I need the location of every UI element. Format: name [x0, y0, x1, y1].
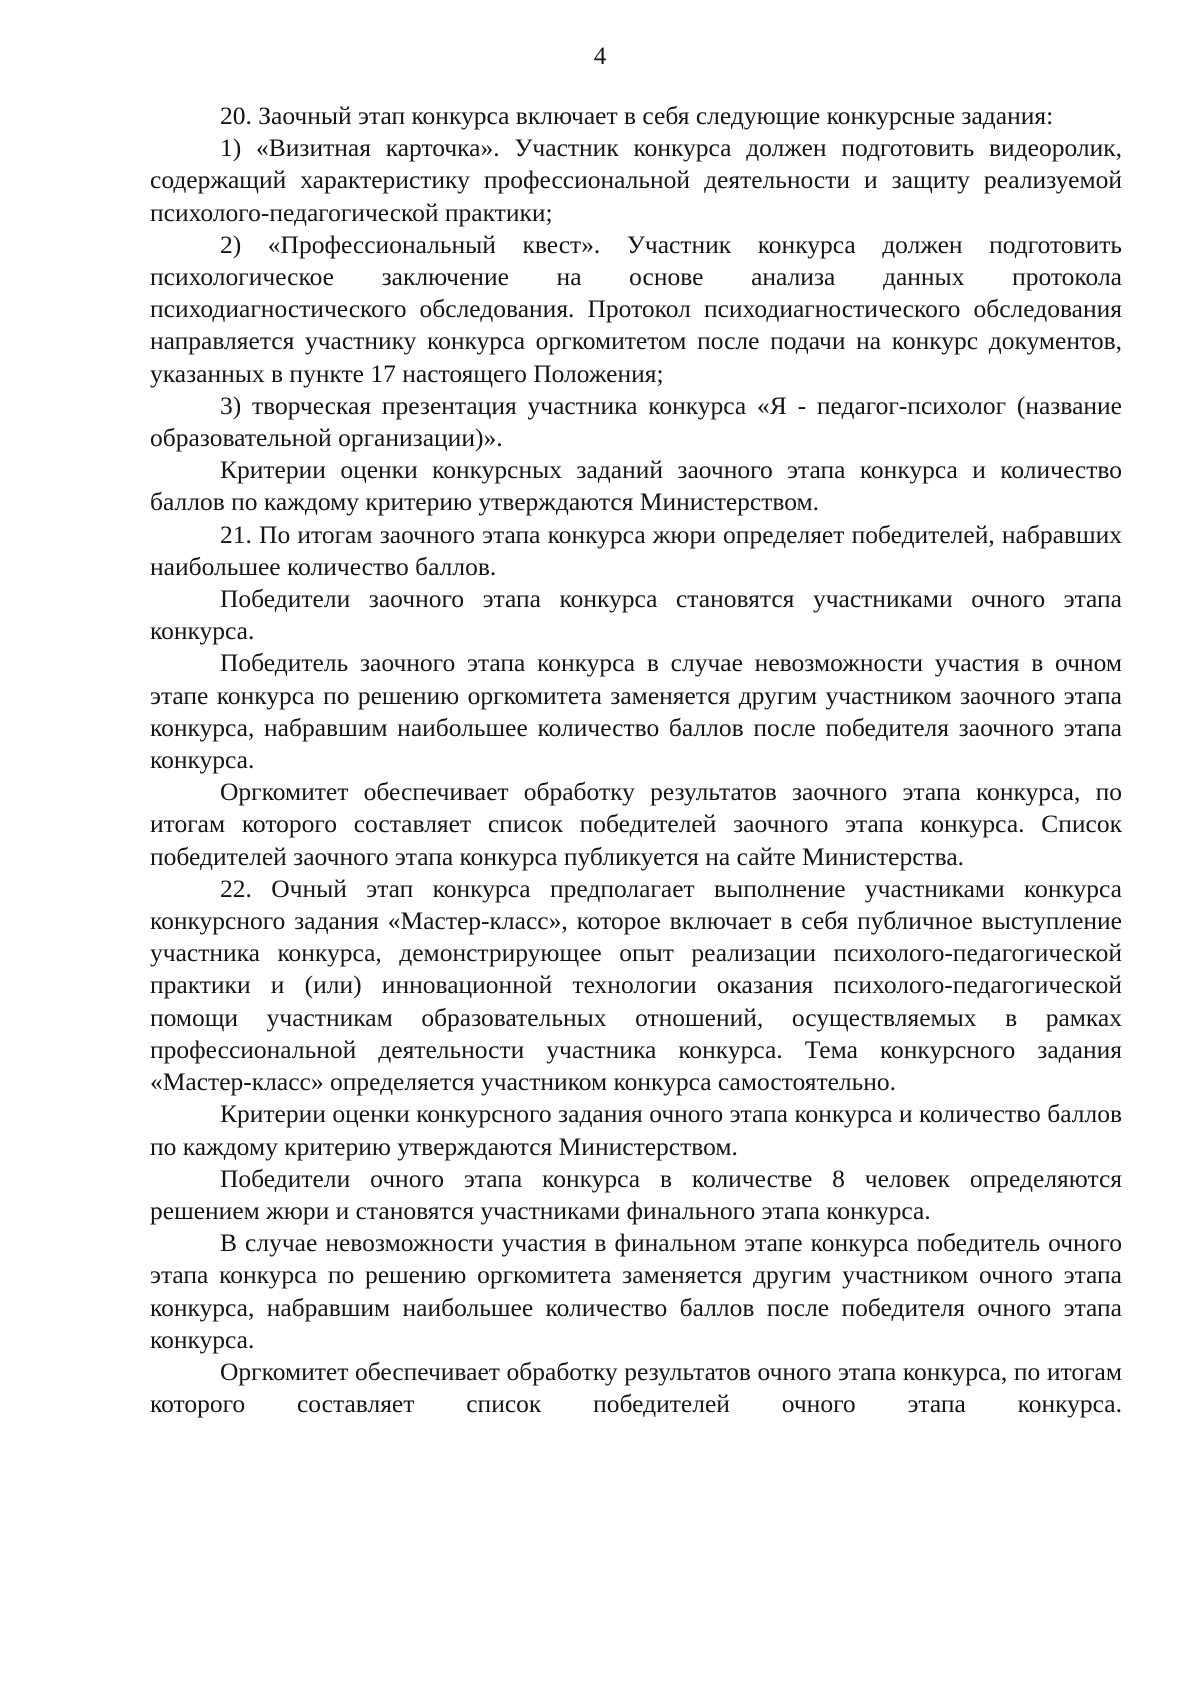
list-item-3-creative-presentation: 3) творческая презентация участника конкурса «Я - педагог-психолог (название образовательной организации)».: [150, 390, 1122, 453]
paragraph-correspondence-replacement: Победитель заочного этапа конкурса в случае невозможности участия в очном этапе конкурса по решению оргкомитета заменяется другим участником заочного этапа конкурса, набравшим наибольшее количество баллов после победителя заочного этапа конкурса.: [150, 648, 1122, 775]
paragraph-correspondence-winners: Победители заочного этапа конкурса становятся участниками очного этапа конкурса.: [150, 584, 1122, 646]
page-number: 4: [593, 43, 607, 70]
paragraph-fulltime-replacement: В случае невозможности участия в финальном этапе конкурса победитель очного этапа конкурса по решению оргкомитета заменяется другим участником очного этапа конкурса, набравшим наибольшее количество баллов после победителя очного этапа конкурса.: [150, 1228, 1122, 1354]
list-item-1-business-card: 1) «Визитная карточка». Участник конкурса должен подготовить видеоролик, содержащий характеристику профессиональной деятельности и защиту реализуемой психолого-педагогической практики;: [150, 133, 1122, 227]
paragraph-fulltime-results: Оргкомитет обеспечивает обработку результатов очного этапа конкурса, по итогам которого составляет список победителей очного этапа конкурса.: [150, 1356, 1122, 1419]
paragraph-22: 22. Очный этап конкурса предполагает выполнение участниками конкурса конкурсного задания «Мастер-класс», которое включает в себя публичное выступление участника конкурса, демонстрирующее опыт реализации психолого-педагогической практики и (или) инновационной технологии оказания психолого-педагогической помощи участникам образовательных отношений, осуществляемых в рамках профессиональной деятельности участника конкурса. Тема конкурсного задания «Мастер-класс» определяется участником конкурса самостоятельно.: [150, 873, 1122, 1097]
paragraph-correspondence-criteria: Критерии оценки конкурсных заданий заочного этапа конкурса и количество баллов по каждому критерию утверждаются Министерством.: [150, 455, 1122, 517]
paragraph-21: 21. По итогам заочного этапа конкурса жюри определяет победителей, набравших наибольшее количество баллов.: [150, 519, 1122, 581]
paragraph-fulltime-winners: Победители очного этапа конкурса в количестве 8 человек определяются решением жюри и становятся участниками финального этапа конкурса.: [150, 1163, 1122, 1225]
list-item-2-professional-quest: 2) «Профессиональный квест». Участник конкурса должен подготовить психологическое заключение на основе анализа данных протокола психодиагностического обследования. Протокол психодиагностического обследования направляется участнику конкурса оргкомитетом после подачи на конкурс документов, указанных в пункте 17 настоящего Положения;: [150, 229, 1122, 388]
paragraph-fulltime-criteria: Критерии оценки конкурсного задания очного этапа конкурса и количество баллов по каждому критерию утверждаются Министерством.: [150, 1099, 1122, 1161]
paragraph-20-intro: 20. Заочный этап конкурса включает в себя следующие конкурсные задания:: [220, 101, 1054, 130]
document-body: [150, 100, 1122, 1420]
paragraph-correspondence-results: Оргкомитет обеспечивает обработку результатов заочного этапа конкурса, по итогам которого составляет список победителей заочного этапа конкурса. Список победителей заочного этапа конкурса публикуется на сайте Министерства.: [150, 777, 1122, 871]
